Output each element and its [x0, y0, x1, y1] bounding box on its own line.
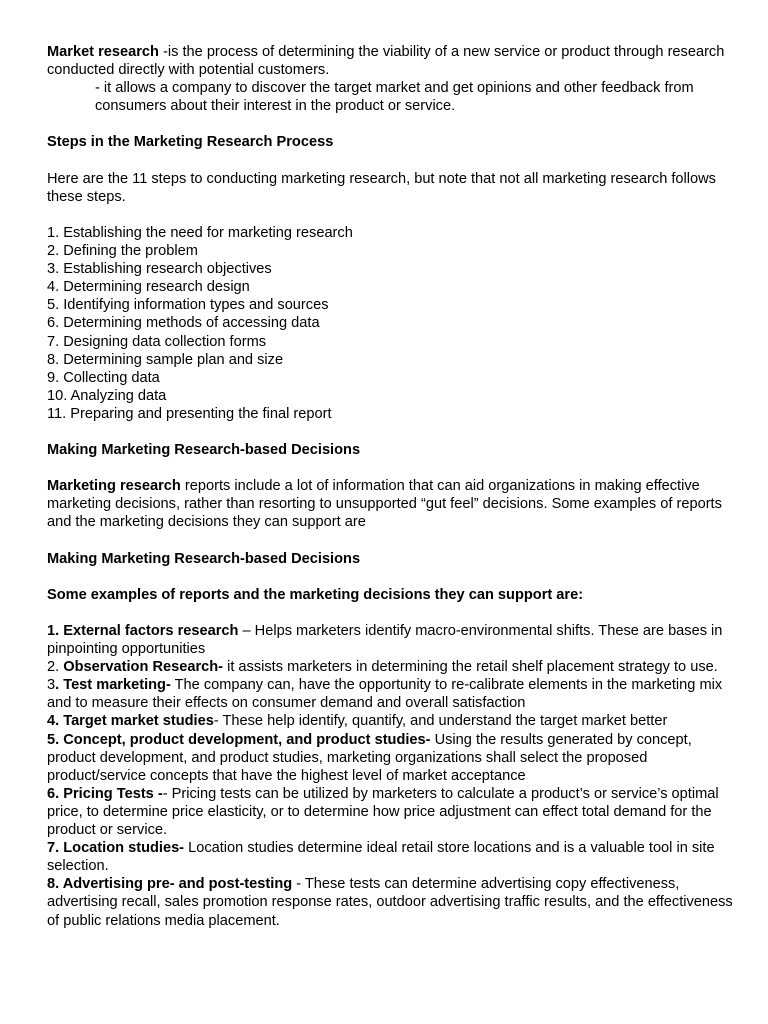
example-item	[47, 712, 737, 730]
example-item	[47, 785, 737, 839]
intro-definition-text: -is the process of determining the viability of a new service or product through research conducted directly with potential customers.	[47, 44, 725, 79]
example-number: 8.	[47, 876, 63, 893]
example-item	[47, 676, 737, 712]
examples-subheading: Some examples of reports and the marketing decisions they can support are:	[47, 586, 584, 603]
example-text: – Helps marketers identify macro-environmental shifts. These are bases in pinpointing opportunities	[47, 623, 723, 658]
example-item	[47, 731, 737, 785]
step-item: 1. Establishing the need for marketing research	[47, 224, 353, 241]
step-item: 6. Determining methods of accessing data	[47, 315, 320, 332]
step-item: 9. Collecting data	[47, 369, 160, 386]
example-item	[47, 622, 737, 658]
example-number: 4.	[47, 713, 64, 730]
example-item	[47, 875, 737, 929]
step-item: 3. Establishing research objectives	[47, 261, 272, 278]
step-item: 11. Preparing and presenting the final report	[47, 405, 332, 422]
example-item	[47, 658, 737, 676]
example-title: External factors research	[63, 623, 239, 639]
example-text: The company can, have the opportunity to re-calibrate elements in the marketing mix and to measure their effects on consumer demand and overall satisfaction	[47, 677, 723, 712]
example-title: Advertising pre- and post-testing	[62, 876, 293, 893]
examples-list	[47, 622, 737, 930]
steps-list	[47, 224, 737, 423]
example-title: Pricing Tests -	[63, 785, 163, 802]
steps-intro: Here are the 11 steps to conducting marketing research, but note that not all marketing research follows these steps.	[47, 170, 716, 205]
example-text: - These tests can determine advertising copy effectiveness, advertising recall, sales promotion response rates, outdoor advertising traffic results, and the effectiveness of public relations media placement.	[47, 876, 733, 929]
example-text: Using the results generated by concept, product development, and product studies, marketing organizations shall select the proposed product/service concepts that have the highest level of market acceptance	[47, 731, 692, 784]
step-item: 8. Determining sample plan and size	[47, 351, 284, 368]
example-text: - These help identify, quantify, and understand the target market better	[213, 713, 668, 730]
step-item: 10. Analyzing data	[47, 387, 167, 404]
example-title: Observation Research-	[63, 659, 224, 676]
intro-definition	[47, 43, 737, 79]
decisions-body: reports include a lot of information that can aid organizations in making effective marketing decisions, rather than resorting to unsupported “gut feel” decisions. Some examples of reports and the marketing decisions they can support are	[47, 478, 722, 531]
examples-heading: Making Marketing Research-based Decisions	[47, 550, 361, 567]
example-text: Location studies determine ideal retail store locations and is a valuable tool in site selection.	[47, 840, 715, 875]
decisions-paragraph	[47, 477, 737, 531]
step-item: 5. Identifying information types and sources	[47, 297, 329, 314]
example-text: it assists marketers in determining the retail shelf placement strategy to use.	[223, 659, 718, 676]
step-item: 4. Determining research design	[47, 279, 250, 296]
example-number: 1.	[47, 623, 64, 639]
document-page	[47, 43, 737, 930]
example-title: . Test marketing-	[55, 677, 171, 694]
example-item	[47, 839, 737, 875]
decisions-heading: Making Marketing Research-based Decisions	[47, 442, 361, 459]
example-number: 2.	[47, 659, 64, 676]
intro-term: Market research	[47, 44, 159, 60]
step-item: 7. Designing data collection forms	[47, 333, 267, 350]
example-number: 6.	[47, 785, 64, 802]
decisions-term: Marketing research	[47, 478, 181, 495]
example-number: 7.	[47, 840, 64, 857]
example-title: Location studies-	[63, 840, 185, 857]
example-title: Target market studies	[63, 713, 214, 730]
intro-indented-note: - it allows a company to discover the target market and get opinions and other feedback from consumers about their interest in the product or service.	[95, 80, 694, 115]
example-text: - Pricing tests can be utilized by marketers to calculate a product’s or service’s optimal price, to determine price elasticity, or to determine how price adjustment can effect total demand for the product or service.	[47, 785, 719, 839]
steps-heading: Steps in the Marketing Research Process	[47, 134, 334, 151]
example-number: 5.	[47, 731, 64, 748]
example-number: 3	[47, 677, 56, 694]
example-title: Concept, product development, and product studies-	[63, 731, 431, 748]
step-item: 2. Defining the problem	[47, 243, 198, 260]
